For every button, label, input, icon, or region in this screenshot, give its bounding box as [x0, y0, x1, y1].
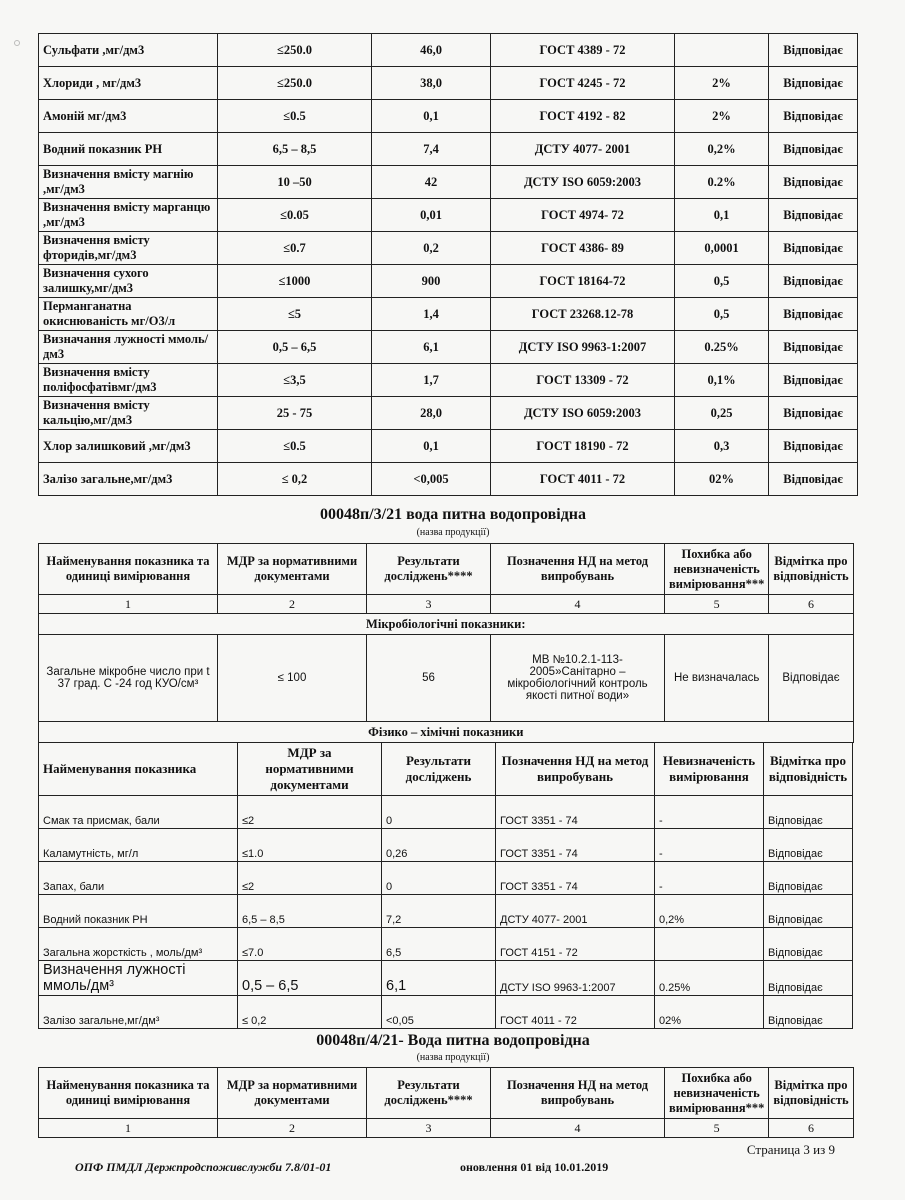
section-title-3: 00048п/3/21 вода питна водопровідна	[319, 506, 587, 523]
cell-method: ГОСТ 3351 - 74	[496, 829, 655, 862]
table-row	[39, 331, 858, 364]
cell-result: 0,1	[372, 430, 491, 463]
cell-error: 0,1	[675, 199, 769, 232]
cell-result: 7,4	[372, 133, 491, 166]
cell-conformity: Відповідає	[769, 166, 858, 199]
cell-conformity: Відповідає	[764, 928, 853, 961]
footer-organization: ОПФ ПМДЛ Держпродспоживслужби 7.8/01-01	[75, 1160, 332, 1174]
col-header-mdr: МДР за нормативними документами	[238, 743, 382, 796]
cell-method: ГОСТ 4011 - 72	[496, 996, 655, 1029]
column-numbers-row	[39, 595, 854, 614]
cell-result: 0,2	[372, 232, 491, 265]
column-numbers-row	[39, 1119, 854, 1138]
cell-error: 02%	[675, 463, 769, 496]
cell-name: Визначання лужності ммоль/дм3	[39, 331, 218, 364]
cell-conformity: Відповідає	[764, 862, 853, 895]
table-row	[39, 232, 858, 265]
cell-error: -	[655, 862, 764, 895]
col-header-name: Найменування показника та одиниці вимірювання	[39, 544, 218, 595]
cell-method: ГОСТ 4151 - 72	[496, 928, 655, 961]
cell-mdr: 10 –50	[218, 166, 372, 199]
page-number: Страница 3 из 9	[746, 1142, 835, 1157]
cell-mdr: ≤ 0,2	[218, 463, 372, 496]
table-row	[39, 100, 858, 133]
cell-mdr: ≤5	[218, 298, 372, 331]
cell-method: ДСТУ ISO 9963-1:2007	[496, 961, 655, 996]
cell-name: Визначення вмісту магнію ,мг/дм3	[39, 166, 218, 199]
cell-mdr: 0,5 – 6,5	[218, 331, 372, 364]
cell-error	[655, 928, 764, 961]
cell-conformity: Відповідає	[769, 364, 858, 397]
cell-method: ГОСТ 4389 - 72	[491, 34, 675, 67]
cell-mdr: ≤0.5	[218, 100, 372, 133]
cell-error: 0,25	[675, 397, 769, 430]
cell-error: 0,0001	[675, 232, 769, 265]
cell-mdr: ≤3,5	[218, 364, 372, 397]
cell-result: <0,005	[372, 463, 491, 496]
cell-conformity: Відповідає	[764, 796, 853, 829]
cell-method: ГОСТ 18164-72	[491, 265, 675, 298]
cell-method: ГОСТ 18190 - 72	[491, 430, 675, 463]
col-header-result: Результати досліджень****	[367, 1068, 491, 1119]
table-row	[39, 67, 858, 100]
cell-error: 0.2%	[675, 166, 769, 199]
cell-name: Визначення вмісту фторидів,мг/дм3	[39, 232, 218, 265]
table-row	[39, 199, 858, 232]
cell-mdr: ≤ 0,2	[238, 996, 382, 1029]
col-header-result: Результати досліджень****	[367, 544, 491, 595]
col-header-result: Результати досліджень	[382, 743, 496, 796]
table-row	[39, 996, 853, 1029]
cell-result: 46,0	[372, 34, 491, 67]
phys-table	[38, 742, 853, 1029]
cell-conformity: Відповідає	[764, 996, 853, 1029]
header-row	[39, 743, 853, 796]
cell-result: 6,1	[372, 331, 491, 364]
cell-result: 1,4	[372, 298, 491, 331]
cell-error	[675, 34, 769, 67]
cell-conformity: Відповідає	[769, 397, 858, 430]
col-header-method: Позначення НД на метод випробувань	[496, 743, 655, 796]
table-row	[39, 829, 853, 862]
col-number: 4	[491, 595, 665, 614]
group-row	[39, 722, 854, 743]
table-row	[39, 430, 858, 463]
table-row	[39, 961, 853, 996]
cell-method: ГОСТ 4192 - 82	[491, 100, 675, 133]
cell-result: 900	[372, 265, 491, 298]
table-row	[39, 265, 858, 298]
col-number: 1	[39, 595, 218, 614]
punch-mark	[14, 40, 20, 46]
cell-conformity: Відповідає	[769, 298, 858, 331]
cell-method: ГОСТ 4974- 72	[491, 199, 675, 232]
col-header-method: Позначення НД на метод випробувань	[491, 1068, 665, 1119]
cell-result: 38,0	[372, 67, 491, 100]
micro-table	[38, 543, 854, 743]
indicator-conformity: Відповідає	[769, 635, 853, 722]
col-number: 3	[367, 595, 491, 614]
table-row	[39, 928, 853, 961]
cell-conformity: Відповідає	[769, 34, 858, 67]
col-number: 2	[218, 1119, 367, 1138]
cell-conformity: Відповідає	[764, 829, 853, 862]
cell-result: 0,1	[372, 100, 491, 133]
table-row	[39, 635, 854, 722]
footer-revision: оновлення 01 від 10.01.2019	[460, 1160, 609, 1174]
cell-mdr: ≤2	[238, 796, 382, 829]
col-number: 6	[769, 1119, 853, 1138]
col-header-error: Невизначеність вимірювання	[655, 743, 764, 796]
indicator-method: МВ №10.2.1-113-2005»Санітарно – мікробіологічний контроль якості питної води»	[491, 635, 665, 722]
col-header-error: Похибка або невизначеність вимірювання***	[665, 544, 769, 595]
cell-name: Визначення лужності ммоль/дм³	[39, 961, 238, 996]
cell-conformity: Відповідає	[769, 199, 858, 232]
cell-result: 28,0	[372, 397, 491, 430]
cell-name: Водний показник РН	[39, 133, 218, 166]
table-row	[39, 166, 858, 199]
cell-name: Амоній мг/дм3	[39, 100, 218, 133]
cell-name: Хлориди , мг/дм3	[39, 67, 218, 100]
cell-result: 0,01	[372, 199, 491, 232]
col-number: 2	[218, 595, 367, 614]
cell-name: Залізо загальне,мг/дм³	[39, 996, 238, 1029]
cell-name: Запах, бали	[39, 862, 238, 895]
cell-method: ДСТУ ISO 6059:2003	[491, 166, 675, 199]
cell-conformity: Відповідає	[769, 463, 858, 496]
cell-method: ГОСТ 4245 - 72	[491, 67, 675, 100]
cell-name: Визначення вмісту кальцію,мг/дм3	[39, 397, 218, 430]
cell-mdr: 6,5 – 8,5	[218, 133, 372, 166]
cell-mdr: 0,5 – 6,5	[238, 961, 382, 996]
col-header-error: Похибка або невизначеність вимірювання***	[665, 1068, 769, 1119]
table-row	[39, 364, 858, 397]
cell-result: 0,26	[382, 829, 496, 862]
section-title-4: 00048п/4/21- Вода питна водопровідна	[316, 1032, 590, 1049]
cell-method: ГОСТ 4386- 89	[491, 232, 675, 265]
cell-mdr: ≤250.0	[218, 34, 372, 67]
cell-method: ГОСТ 13309 - 72	[491, 364, 675, 397]
cell-method: ГОСТ 3351 - 74	[496, 862, 655, 895]
cell-conformity: Відповідає	[764, 895, 853, 928]
cell-error: 0.25%	[655, 961, 764, 996]
cell-method: ГОСТ 4011 - 72	[491, 463, 675, 496]
cell-result: 0	[382, 862, 496, 895]
cell-name: Хлор залишковий ,мг/дм3	[39, 430, 218, 463]
header-row	[39, 1068, 854, 1119]
cell-mdr: ≤7.0	[238, 928, 382, 961]
col-header-mdr: МДР за нормативними документами	[218, 1068, 367, 1119]
cell-conformity: Відповідає	[769, 430, 858, 463]
table-row	[39, 796, 853, 829]
cell-mdr: ≤0.5	[218, 430, 372, 463]
indicator-name: Загальне мікробне число при t 37 град. С -24 год КУО/см³	[39, 635, 218, 722]
col-number: 5	[665, 1119, 769, 1138]
col-number: 5	[665, 595, 769, 614]
indicator-result: 56	[367, 635, 491, 722]
col-header-mdr: МДР за нормативними документами	[218, 544, 367, 595]
col-header-conformity: Відмітка про відповідність	[769, 544, 853, 595]
table-row	[39, 298, 858, 331]
cell-result: 7,2	[382, 895, 496, 928]
cell-error: 0,5	[675, 298, 769, 331]
cell-method: ДСТУ ISO 6059:2003	[491, 397, 675, 430]
cell-name: Смак та присмак, бали	[39, 796, 238, 829]
col-number: 4	[491, 1119, 665, 1138]
cell-mdr: ≤2	[238, 862, 382, 895]
cell-error: 0,3	[675, 430, 769, 463]
cell-name: Перманганатна окиснюваність мг/О3/л	[39, 298, 218, 331]
table-section-4	[38, 1067, 854, 1138]
cell-conformity: Відповідає	[769, 331, 858, 364]
cell-conformity: Відповідає	[769, 100, 858, 133]
col-header-method: Позначення НД на метод випробувань	[491, 544, 665, 595]
section-subtitle-3: (назва продукції)	[416, 527, 490, 538]
indicator-error: Не визначалась	[665, 635, 769, 722]
cell-name: Залізо загальне,мг/дм3	[39, 463, 218, 496]
col-header-name: Найменування показника та одиниці вимірювання	[39, 1068, 218, 1119]
cell-error: 2%	[675, 67, 769, 100]
table-row	[39, 133, 858, 166]
table-row	[39, 34, 858, 67]
col-header-name: Найменування показника	[39, 743, 238, 796]
cell-name: Визначення вмісту поліфосфатівмг/дм3	[39, 364, 218, 397]
cell-conformity: Відповідає	[764, 961, 853, 996]
cell-error: -	[655, 796, 764, 829]
cell-conformity: Відповідає	[769, 232, 858, 265]
cell-mdr: 25 - 75	[218, 397, 372, 430]
cell-method: ГОСТ 23268.12-78	[491, 298, 675, 331]
group-micro: Мікробіологічні показники:	[39, 614, 854, 635]
cell-result: 0	[382, 796, 496, 829]
cell-name: Водний показник РН	[39, 895, 238, 928]
cell-error: 0,2%	[655, 895, 764, 928]
cell-name: Каламутність, мг/л	[39, 829, 238, 862]
cell-name: Визначення сухого залишку,мг/дм3	[39, 265, 218, 298]
cell-mdr: ≤250.0	[218, 67, 372, 100]
col-number: 3	[367, 1119, 491, 1138]
cell-method: ГОСТ 3351 - 74	[496, 796, 655, 829]
header-row	[39, 544, 854, 595]
cell-result: 6,5	[382, 928, 496, 961]
cell-method: ДСТУ 4077- 2001	[496, 895, 655, 928]
cell-result: 6,1	[382, 961, 496, 996]
cell-mdr: ≤1.0	[238, 829, 382, 862]
cell-error: 0,2%	[675, 133, 769, 166]
cell-name: Загальна жорсткість , моль/дм³	[39, 928, 238, 961]
cell-result: <0,05	[382, 996, 496, 1029]
cell-error: 2%	[675, 100, 769, 133]
cell-name: Сульфати ,мг/дм3	[39, 34, 218, 67]
cell-name: Визначення вмісту марганцю ,мг/дм3	[39, 199, 218, 232]
cell-error: 0,1%	[675, 364, 769, 397]
col-header-conformity: Відмітка про відповідність	[769, 1068, 853, 1119]
table-row	[39, 895, 853, 928]
cell-error: 0.25%	[675, 331, 769, 364]
cell-mdr: ≤1000	[218, 265, 372, 298]
group-row	[39, 614, 854, 635]
col-number: 1	[39, 1119, 218, 1138]
cell-method: ДСТУ 4077- 2001	[491, 133, 675, 166]
col-header-conformity: Відмітка про відповідність	[764, 743, 853, 796]
table-row	[39, 397, 858, 430]
indicator-mdr: ≤ 100	[218, 635, 367, 722]
cell-error: -	[655, 829, 764, 862]
cell-result: 1,7	[372, 364, 491, 397]
cell-conformity: Відповідає	[769, 133, 858, 166]
cell-method: ДСТУ ISO 9963-1:2007	[491, 331, 675, 364]
col-number: 6	[769, 595, 853, 614]
table-row	[39, 862, 853, 895]
cell-error: 02%	[655, 996, 764, 1029]
cell-mdr: ≤0.05	[218, 199, 372, 232]
cell-result: 42	[372, 166, 491, 199]
cell-mdr: ≤0.7	[218, 232, 372, 265]
cell-mdr: 6,5 – 8,5	[238, 895, 382, 928]
cell-conformity: Відповідає	[769, 265, 858, 298]
results-table-top	[38, 33, 858, 496]
section-subtitle-4: (назва продукції)	[416, 1052, 490, 1063]
group-phys: Фізико – хімічні показники	[39, 722, 854, 743]
cell-conformity: Відповідає	[769, 67, 858, 100]
cell-error: 0,5	[675, 265, 769, 298]
table-row	[39, 463, 858, 496]
